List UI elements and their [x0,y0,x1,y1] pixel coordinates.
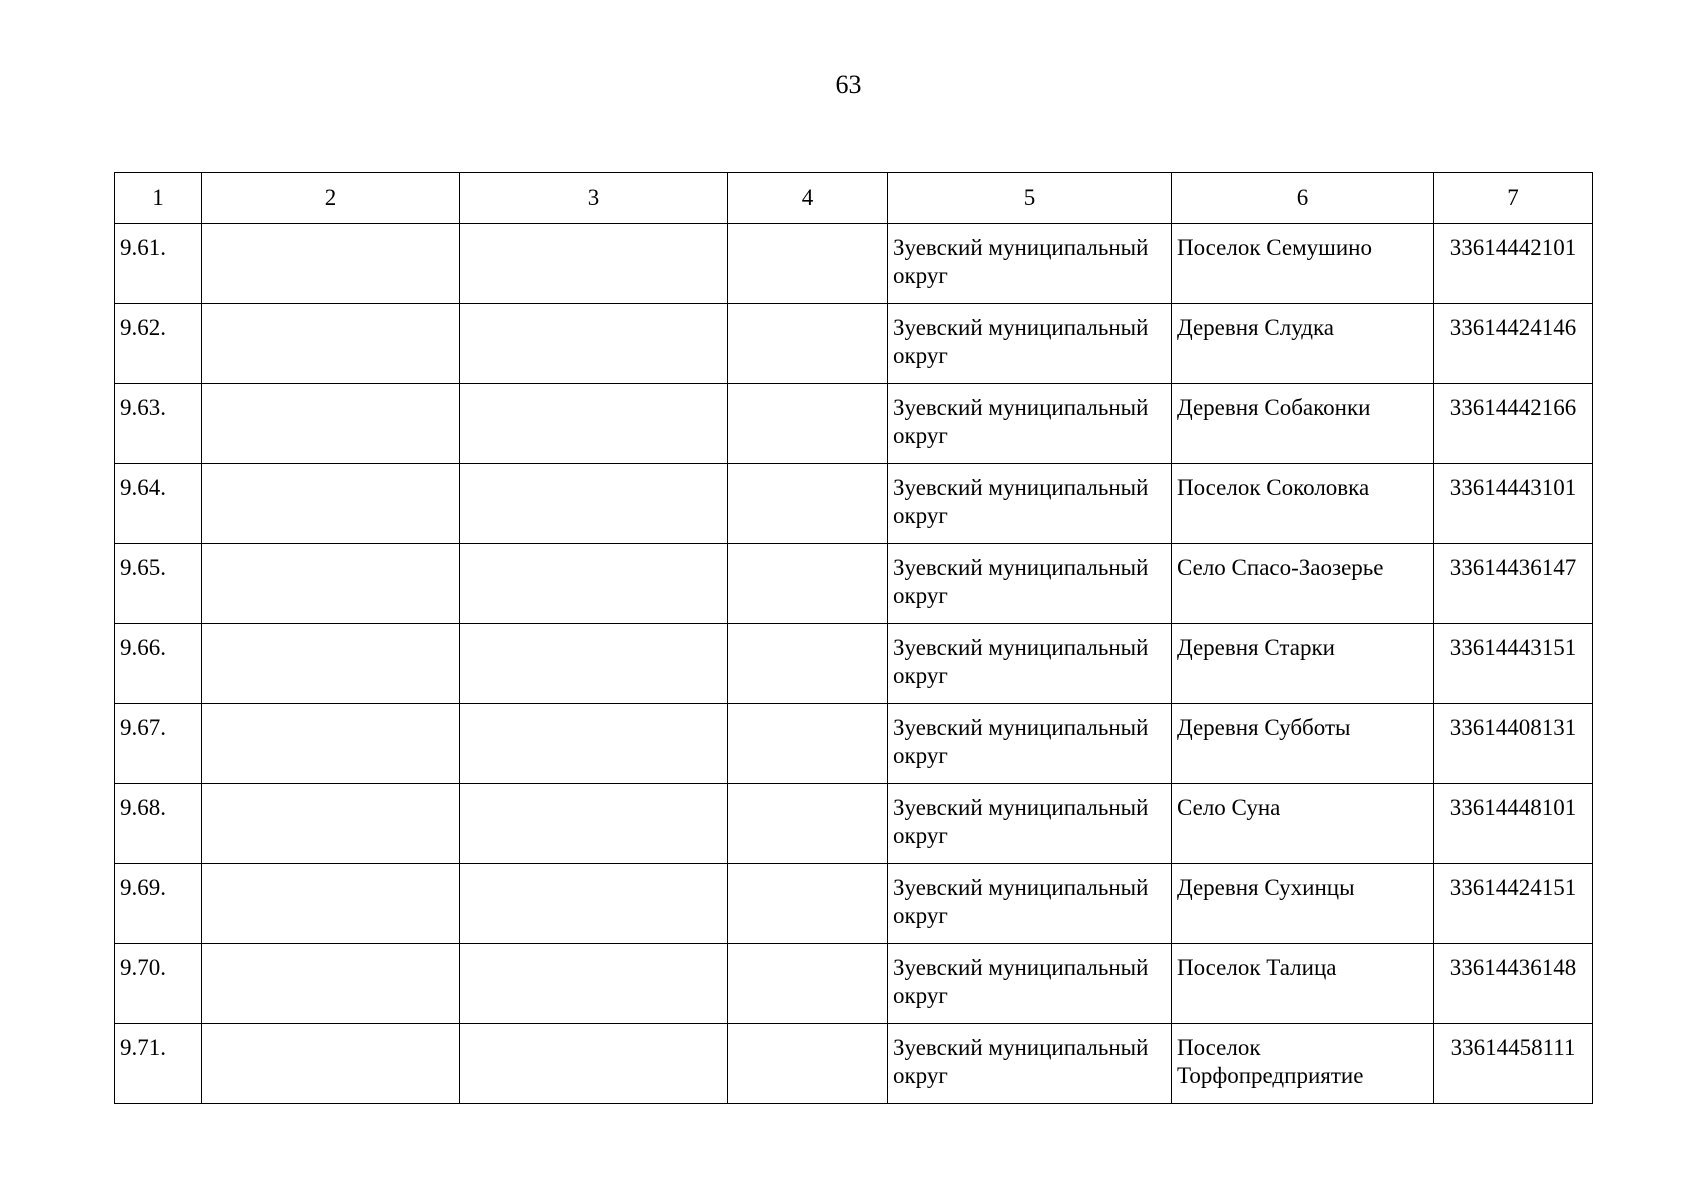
district-cell-text: Зуевский муниципальный округ [893,795,1149,848]
oktmo-code-cell [1434,464,1593,544]
settlement-cell [1172,464,1434,544]
settlements-table [114,172,1593,1104]
district-cell-text: Зуевский муниципальный округ [893,955,1149,1008]
row-number-cell [115,944,202,1024]
column-2-cell [202,384,460,464]
settlement-cell-text: Поселок Соколовка [1177,475,1370,500]
district-cell-text: Зуевский муниципальный округ [893,235,1149,288]
row-number-cell [115,384,202,464]
oktmo-code-cell [1434,1024,1593,1104]
column-header-3: 3 [460,173,728,224]
column-3-cell [460,544,728,624]
column-2-cell-text [202,544,459,554]
row-number-cell [115,784,202,864]
column-4-cell [728,544,888,624]
oktmo-code-cell-text: 33614442166 [1449,395,1577,420]
column-2-cell [202,944,460,1024]
oktmo-code-cell-text: 33614424151 [1449,875,1577,900]
settlement-cell-text: Деревня Слудка [1177,315,1334,340]
column-4-cell [728,784,888,864]
column-2-cell-text [202,944,459,954]
column-4-cell-text [728,1024,887,1034]
district-cell [888,304,1172,384]
table-row [115,304,1593,384]
column-4-cell-text [728,384,887,394]
row-number-cell-text: 9.63. [120,395,166,420]
oktmo-code-cell [1434,384,1593,464]
district-cell-text: Зуевский муниципальный округ [893,875,1149,928]
column-4-cell-text [728,464,887,474]
district-cell [888,544,1172,624]
district-cell [888,864,1172,944]
column-4-cell [728,1024,888,1104]
settlement-cell-text: Деревня Собаконки [1177,395,1371,420]
row-number-cell-text: 9.65. [120,555,166,580]
table-row [115,224,1593,304]
row-number-cell [115,624,202,704]
row-number-cell [115,304,202,384]
settlement-cell [1172,384,1434,464]
row-number-cell [115,224,202,304]
column-header-4: 4 [728,173,888,224]
column-4-cell-text [728,304,887,314]
column-3-cell-text [460,944,727,954]
settlement-cell-text: Деревня Субботы [1177,715,1351,740]
column-4-cell-text [728,624,887,634]
column-3-cell [460,864,728,944]
column-3-cell [460,784,728,864]
column-4-cell-text [728,784,887,794]
table-row [115,944,1593,1024]
header-row [115,173,1593,224]
column-4-cell-text [728,944,887,954]
column-3-cell-text [460,464,727,474]
settlement-cell-text: Деревня Сухинцы [1177,875,1355,900]
district-cell [888,944,1172,1024]
column-2-cell-text [202,224,459,234]
row-number-cell-text: 9.66. [120,635,166,660]
oktmo-code-cell-text: 33614443151 [1449,635,1577,660]
column-3-cell [460,464,728,544]
column-2-cell [202,624,460,704]
column-3-cell-text [460,384,727,394]
table-row [115,464,1593,544]
column-3-cell-text [460,704,727,714]
row-number-cell-text: 9.70. [120,955,166,980]
column-3-cell-text [460,304,727,314]
column-2-cell-text [202,784,459,794]
oktmo-code-cell [1434,704,1593,784]
column-3-cell [460,384,728,464]
district-cell [888,624,1172,704]
column-header-6: 6 [1172,173,1434,224]
settlement-cell-text: Село Спасо-Заозерье [1177,555,1384,580]
column-4-cell [728,704,888,784]
settlement-cell [1172,944,1434,1024]
column-2-cell [202,464,460,544]
column-4-cell-text [728,544,887,554]
row-number-cell-text: 9.69. [120,875,166,900]
column-2-cell-text [202,704,459,714]
column-4-cell [728,944,888,1024]
column-3-cell [460,624,728,704]
oktmo-code-cell [1434,544,1593,624]
table-row [115,704,1593,784]
column-2-cell-text [202,304,459,314]
settlement-cell [1172,1024,1434,1104]
oktmo-code-cell [1434,304,1593,384]
row-number-cell-text: 9.68. [120,795,166,820]
oktmo-code-cell [1434,224,1593,304]
oktmo-code-cell [1434,864,1593,944]
column-header-2: 2 [202,173,460,224]
column-4-cell [728,624,888,704]
district-cell-text: Зуевский муниципальный округ [893,395,1149,448]
column-4-cell [728,384,888,464]
column-3-cell [460,1024,728,1104]
district-cell [888,784,1172,864]
row-number-cell [115,544,202,624]
district-cell [888,224,1172,304]
settlement-cell [1172,544,1434,624]
table-row [115,544,1593,624]
oktmo-code-cell-text: 33614443101 [1449,475,1577,500]
oktmo-code-cell-text: 33614448101 [1449,795,1577,820]
column-4-cell [728,864,888,944]
row-number-cell-text: 9.67. [120,715,166,740]
oktmo-code-cell-text: 33614408131 [1449,715,1577,740]
settlement-cell [1172,864,1434,944]
column-header-1: 1 [115,173,202,224]
column-2-cell [202,784,460,864]
column-3-cell-text [460,624,727,634]
column-3-cell-text [460,784,727,794]
column-3-cell [460,704,728,784]
district-cell-text: Зуевский муниципальный округ [893,475,1149,528]
column-2-cell-text [202,464,459,474]
table-row [115,384,1593,464]
table-row [115,1024,1593,1104]
row-number-cell [115,864,202,944]
oktmo-code-cell-text: 33614442101 [1449,235,1577,260]
column-4-cell [728,224,888,304]
oktmo-code-cell-text: 33614424146 [1449,315,1577,340]
table-row [115,864,1593,944]
district-cell-text: Зуевский муниципальный округ [893,555,1149,608]
column-header-5: 5 [888,173,1172,224]
row-number-cell-text: 9.61. [120,235,166,260]
table-body [115,224,1593,1104]
district-cell [888,1024,1172,1104]
row-number-cell [115,464,202,544]
settlement-cell [1172,704,1434,784]
settlement-cell-text: Поселок Талица [1177,955,1337,980]
settlement-cell-text: Деревня Старки [1177,635,1335,660]
column-4-cell-text [728,864,887,874]
oktmo-code-cell-text: 33614436147 [1449,555,1577,580]
column-3-cell-text [460,224,727,234]
settlement-cell [1172,304,1434,384]
row-number-cell [115,1024,202,1104]
row-number-cell-text: 9.64. [120,475,166,500]
oktmo-code-cell [1434,944,1593,1024]
column-2-cell-text [202,1024,459,1034]
column-2-cell [202,544,460,624]
table-row [115,784,1593,864]
column-2-cell-text [202,624,459,634]
settlement-cell [1172,784,1434,864]
column-2-cell [202,704,460,784]
column-4-cell-text [728,224,887,234]
column-4-cell-text [728,704,887,714]
page-number: 63 [835,70,862,99]
column-3-cell-text [460,1024,727,1034]
column-2-cell-text [202,864,459,874]
table-row [115,624,1593,704]
settlement-cell-text: Село Суна [1177,795,1281,820]
district-cell [888,704,1172,784]
column-2-cell [202,224,460,304]
oktmo-code-cell-text: 33614436148 [1449,955,1577,980]
district-cell-text: Зуевский муниципальный округ [893,635,1149,688]
row-number-cell-text: 9.71. [120,1035,166,1060]
district-cell [888,384,1172,464]
column-3-cell [460,944,728,1024]
column-2-cell [202,864,460,944]
settlement-cell-text: Поселок Семушино [1177,235,1372,260]
column-4-cell [728,464,888,544]
column-2-cell-text [202,384,459,394]
oktmo-code-cell-text: 33614458111 [1450,1035,1576,1060]
row-number-cell-text: 9.62. [120,315,166,340]
district-cell-text: Зуевский муниципальный округ [893,715,1149,768]
column-4-cell [728,304,888,384]
settlement-cell [1172,624,1434,704]
oktmo-code-cell [1434,624,1593,704]
district-cell-text: Зуевский муниципальный округ [893,315,1149,368]
column-2-cell [202,1024,460,1104]
column-3-cell-text [460,864,727,874]
row-number-cell [115,704,202,784]
column-3-cell [460,224,728,304]
column-3-cell-text [460,544,727,554]
settlement-cell-text: Поселок Торфопредприятие [1177,1035,1364,1088]
district-cell [888,464,1172,544]
district-cell-text: Зуевский муниципальный округ [893,1035,1149,1088]
settlement-cell [1172,224,1434,304]
column-2-cell [202,304,460,384]
oktmo-code-cell [1434,784,1593,864]
column-header-7: 7 [1434,173,1593,224]
column-3-cell [460,304,728,384]
